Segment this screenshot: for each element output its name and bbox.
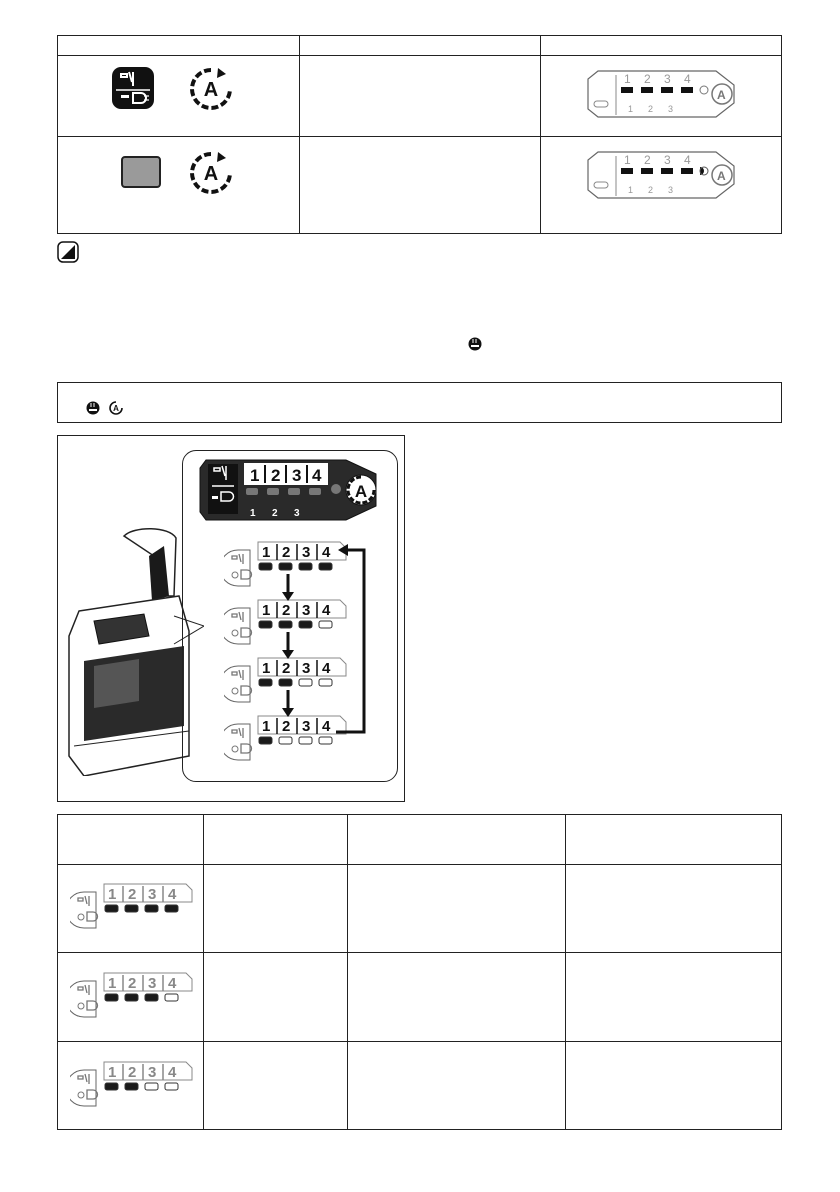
panel-number: 3: [302, 660, 311, 677]
light-panel-diagram: [586, 67, 742, 121]
lamp-lit: [125, 994, 138, 1001]
panel-bottom-number: 3: [668, 104, 674, 114]
top-table-row-divider: [57, 136, 782, 137]
panel-bottom-number: 1: [628, 104, 634, 114]
panel-number: 4: [322, 602, 331, 619]
panel-number: 1: [262, 544, 271, 561]
svg-text:A: A: [113, 404, 119, 413]
speed-indicator-panel: [70, 882, 194, 930]
auto-letter: A: [354, 482, 368, 501]
auto-rotation-icon: [188, 66, 234, 112]
top-table-header-divider: [57, 55, 782, 56]
panel-number: 4: [684, 153, 691, 167]
panel-number: 1: [624, 72, 631, 86]
lamp-lit: [105, 994, 118, 1001]
bottom-table-col-divider: [565, 814, 566, 1130]
panel-number: 3: [664, 153, 671, 167]
figure-frame: [57, 435, 405, 802]
notice-box: [57, 382, 782, 423]
bottom-table-header-divider: [57, 864, 782, 865]
lamp-off: [165, 994, 178, 1001]
panel-number: 2: [282, 602, 291, 619]
panel-number: 4: [322, 718, 331, 735]
main-control-panel: [198, 456, 388, 524]
panel-number: 3: [664, 72, 671, 86]
panel-bottom-number: 2: [648, 104, 654, 114]
panel-bottom-number: 3: [668, 185, 674, 195]
lamp-lit: [105, 1083, 118, 1090]
panel-number: 2: [282, 544, 291, 561]
svg-text:A: A: [203, 163, 219, 185]
panel-number: 1: [262, 660, 271, 677]
panel-number: 3: [302, 544, 311, 561]
svg-text:A: A: [203, 79, 219, 101]
panel-number: 1: [108, 975, 117, 992]
panel-number: 4: [168, 975, 177, 992]
panel-bottom-number: 2: [272, 508, 278, 519]
panel-number: 1: [624, 153, 631, 167]
sequence-arrows: [268, 536, 388, 766]
mode-button-icon: [86, 401, 100, 415]
panel-bottom-number: 2: [648, 185, 654, 195]
lamp-off: [145, 1083, 158, 1090]
top-table-col-divider-1: [299, 35, 300, 234]
light-panel-diagram: [586, 148, 742, 202]
panel-number: 2: [271, 466, 281, 485]
panel-number: 1: [108, 886, 117, 903]
panel-number: 1: [262, 718, 271, 735]
auto-rotation-icon: [188, 150, 234, 196]
auto-rotation-icon: [108, 400, 124, 416]
svg-text:A: A: [717, 88, 726, 102]
speed-indicator-panel: [70, 1060, 194, 1108]
lamp-lit: [145, 994, 158, 1001]
speed-indicator-panel: [70, 971, 194, 1019]
panel-number: 2: [128, 975, 137, 992]
panel-number: 1: [108, 1064, 117, 1081]
lamp-lit: [125, 905, 138, 912]
top-table-frame: [57, 35, 782, 234]
lamp-lit: [125, 1083, 138, 1090]
panel-number: 2: [282, 718, 291, 735]
panel-number: 1: [262, 602, 271, 619]
lamp-lit: [145, 905, 158, 912]
panel-number: 3: [148, 975, 157, 992]
svg-text:A: A: [717, 169, 726, 183]
bottom-table-row-divider: [57, 952, 782, 953]
panel-number: 2: [644, 153, 651, 167]
panel-number: 3: [292, 466, 302, 485]
panel-bottom-number: 1: [628, 185, 634, 195]
panel-number: 4: [168, 886, 177, 903]
panel-number: 4: [168, 1064, 177, 1081]
panel-number: 3: [148, 886, 157, 903]
panel-number: 4: [322, 544, 331, 561]
panel-number: 4: [312, 466, 322, 485]
blank-gray-button: [121, 156, 161, 188]
panel-bottom-number: 1: [250, 508, 256, 519]
note-icon: [57, 241, 79, 263]
panel-number: 2: [644, 72, 651, 86]
panel-number: 2: [128, 1064, 137, 1081]
panel-number: 3: [148, 1064, 157, 1081]
mode-button-icon: [111, 66, 155, 110]
panel-number: 4: [684, 72, 691, 86]
bottom-table-row-divider: [57, 1041, 782, 1042]
panel-bottom-number: 3: [294, 508, 300, 519]
panel-number: 3: [302, 718, 311, 735]
mode-button-icon: [468, 337, 482, 351]
bottom-table-col-divider: [347, 814, 348, 1130]
bottom-table-col-divider: [203, 814, 204, 1130]
panel-number: 1: [250, 466, 260, 485]
lamp-off: [165, 1083, 178, 1090]
top-table-col-divider-2: [540, 35, 541, 234]
panel-number: 2: [282, 660, 291, 677]
lamp-lit: [105, 905, 118, 912]
panel-number: 3: [302, 602, 311, 619]
panel-number: 4: [322, 660, 331, 677]
lamp-lit: [165, 905, 178, 912]
panel-number: 2: [128, 886, 137, 903]
